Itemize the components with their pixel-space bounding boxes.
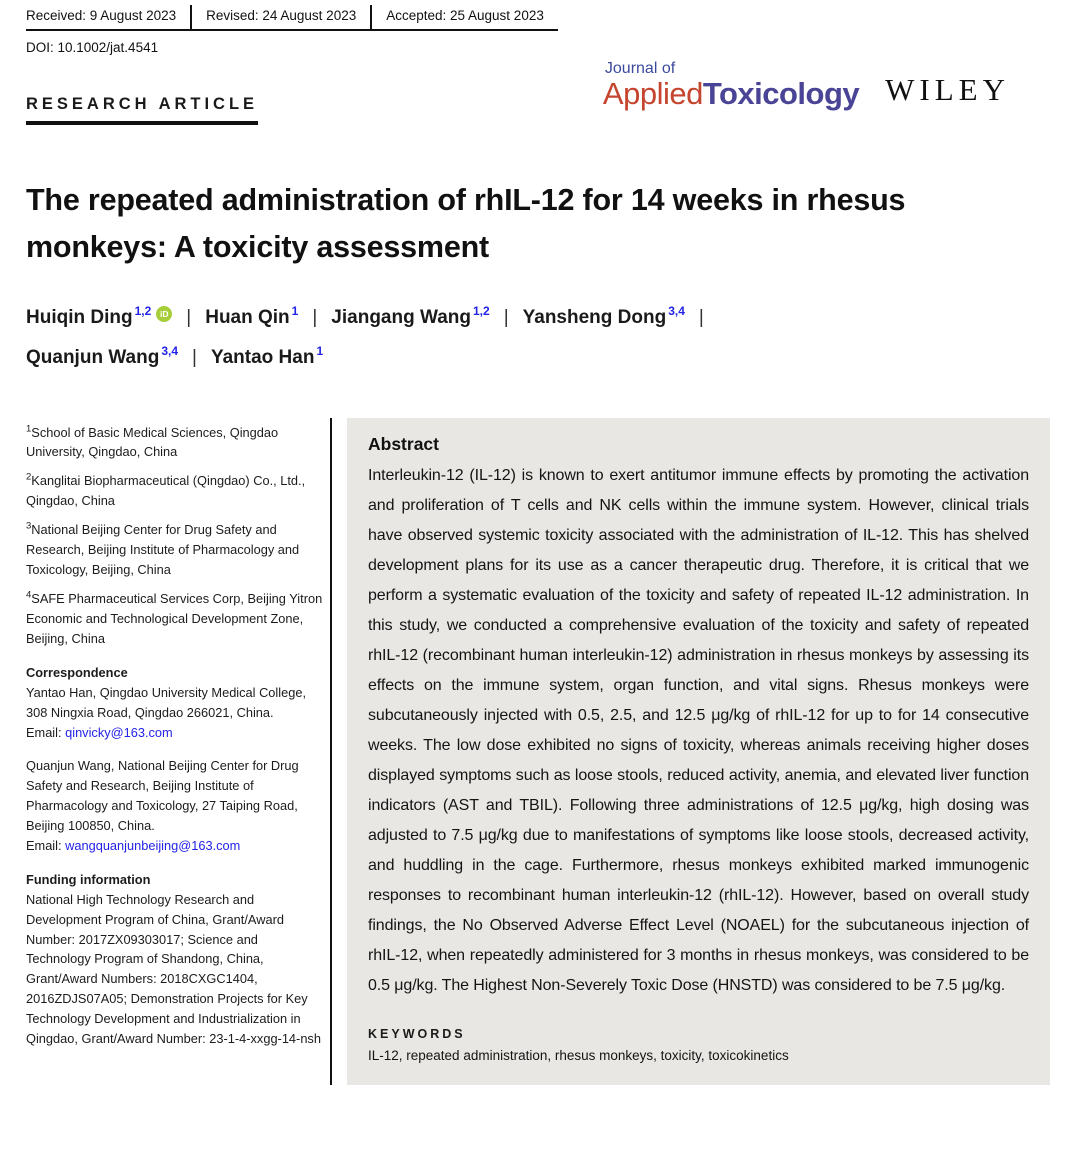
funding-heading: Funding information bbox=[26, 871, 151, 887]
affiliation bbox=[26, 471, 324, 511]
abstract-heading: Abstract bbox=[368, 433, 439, 454]
correspondence-text: Yantao Han, Qingdao University Medical College, 308 Ningxia Road, Qingdao 266021, China. bbox=[26, 685, 307, 720]
affiliation-number: 2 bbox=[26, 472, 32, 484]
author-name: Yansheng Dong bbox=[522, 306, 667, 328]
abstract-box bbox=[347, 418, 1050, 1085]
column-divider bbox=[330, 418, 332, 1085]
author bbox=[211, 338, 323, 378]
author bbox=[205, 298, 331, 338]
author-affiliation-sup: 3,4 bbox=[161, 344, 179, 359]
journal-logo-toxicology: Toxicology bbox=[702, 76, 860, 111]
affiliation bbox=[26, 423, 324, 463]
journal-logo-name bbox=[603, 78, 859, 109]
author-affiliation-sup: 1,2 bbox=[473, 304, 490, 319]
logo-block bbox=[603, 61, 1010, 109]
affiliation bbox=[26, 520, 324, 580]
author-name: Huiqin Ding bbox=[26, 306, 133, 328]
accepted-date: Accepted: 25 August 2023 bbox=[372, 5, 558, 31]
affiliation-number: 4 bbox=[26, 589, 32, 601]
keywords-heading: KEYWORDS bbox=[368, 1026, 466, 1041]
author-separator: | bbox=[312, 306, 318, 328]
author-affiliation-sup: 1 bbox=[291, 304, 299, 319]
journal-logo bbox=[603, 61, 859, 109]
author-list bbox=[26, 298, 826, 378]
article-type-label: RESEARCH ARTICLE bbox=[26, 95, 258, 125]
sidebar bbox=[26, 418, 324, 1085]
author bbox=[26, 298, 205, 338]
affiliation-text: School of Basic Medical Sciences, Qingdao University, Qingdao, China bbox=[26, 424, 279, 460]
email-link[interactable]: qinvicky@163.com bbox=[65, 724, 173, 740]
email-label: Email: bbox=[26, 837, 66, 853]
affiliation bbox=[26, 589, 324, 649]
correspondence-text: Quanjun Wang, National Beijing Center for Drug Safety and Research, Beijing Institute of Pharmacology and Toxicology, 27 Taiping Road, Beijing 100850, China. bbox=[26, 757, 299, 833]
journal-logo-applied: Applied bbox=[602, 76, 703, 111]
revised-date: Revised: 24 August 2023 bbox=[192, 5, 370, 31]
author-affiliation-sup: 1,2 bbox=[134, 304, 152, 319]
orcid-icon[interactable]: iD bbox=[156, 306, 172, 322]
affiliation-number: 3 bbox=[26, 521, 32, 533]
affiliation-number: 1 bbox=[26, 423, 32, 435]
author-name: Yantao Han bbox=[210, 346, 315, 368]
funding-text: National High Technology Research and Development Program of China, Grant/Award Number: 2017ZX09303017; Science and Technology Program of Shandong, China, Grant/Award Numbers: 2018CXGC1404, 2016ZDJS07A05; Demonstration Projects for Key Technology Development and Industrialization in Qingdao, Grant/Award Number: 23-1-4-xxgg-14-nsh bbox=[26, 891, 321, 1047]
author-separator: | bbox=[192, 346, 197, 368]
author-name: Huan Qin bbox=[205, 306, 290, 328]
email-link[interactable]: wangquanjunbeijing@163.com bbox=[65, 837, 241, 853]
author bbox=[26, 338, 211, 378]
header-band bbox=[26, 59, 1050, 131]
author-separator: | bbox=[186, 306, 192, 328]
page-title: The repeated administration of rhIL-12 for 14 weeks in rhesus monkeys: A toxicity assessment bbox=[26, 183, 906, 265]
keywords-text: IL-12, repeated administration, rhesus monkeys, toxicity, toxicokinetics bbox=[368, 1047, 789, 1063]
affiliation-text: SAFE Pharmaceutical Services Corp, Beijing Yitron Economic and Technological Development Zone, Beijing, China bbox=[26, 591, 323, 647]
journal-logo-topline: Journal of bbox=[604, 60, 676, 77]
author-separator: | bbox=[698, 306, 704, 328]
author-name: Jiangang Wang bbox=[331, 306, 471, 328]
abstract-text: Interleukin-12 (IL-12) is known to exert antitumor immune effects by promoting the activation and proliferation of T cells and NK cells within the immune system. However, clinical trials have observed systemic toxicity associated with the administration of IL-12. This has shelved development plans for its use as a cancer therapeutic drug. Therefore, it is critical that we perform a systematic evaluation of the toxicity and safety of repeated IL-12 administration. In this study, we conducted a comprehensive evaluation of the toxicity and safety of repeated rhIL-12 (recombinant human interleukin-12) administration in rhesus monkeys by assessing its effects on the immune system, organ function, and vital signs. Rhesus monkeys were subcutaneously injected with 0.5, 2.5, and 12.5 μg/kg of rhIL-12 for up to for 14 consecutive weeks. The low dose exhibited no signs of toxicity, whereas animals receiving higher doses displayed symptoms such as loose stools, reduced activity, anemia, and elevated liver function indicators (AST and TBIL). Following three administrations of 12.5 μg/kg, high dosing was adjusted to 7.5 μg/kg due to manifestations of symptoms like loose stools, decreased activity, and huddling in the cage. Furthermore, rhesus monkeys exhibited marked immunogenic responses to recombinant human interleukin-12 (rhIL-12). However, based on overall study findings, the No Observed Adverse Effect Level (NOAEL) for the subcutaneous injection of rhIL-12, when repeatedly administered for 3 months in rhesus monkeys, was considered to be 0.5 μg/kg. The Highest Non-Severely Toxic Dose (HNSTD) was considered to be 7.5 μg/kg. bbox=[368, 466, 1029, 994]
affiliation-text: Kanglitai Biopharmaceutical (Qingdao) Co., Ltd., Qingdao, China bbox=[26, 473, 306, 509]
author bbox=[523, 298, 718, 338]
wiley-logo: WILEY bbox=[885, 72, 1010, 107]
email-label: Email: bbox=[26, 724, 66, 740]
doi: DOI: 10.1002/jat.4541 bbox=[26, 40, 159, 55]
author-name: Quanjun Wang bbox=[26, 346, 160, 368]
main-columns bbox=[26, 418, 1050, 1085]
correspondence-entry bbox=[26, 756, 324, 856]
author bbox=[331, 298, 522, 338]
author-affiliation-sup: 3,4 bbox=[668, 304, 685, 319]
correspondence-heading: Correspondence bbox=[26, 665, 128, 681]
author-separator: | bbox=[503, 306, 509, 328]
author-affiliation-sup: 1 bbox=[316, 344, 324, 359]
affiliation-text: National Beijing Center for Drug Safety and Research, Beijing Institute of Pharmacology and Toxicology, Beijing, China bbox=[26, 522, 300, 578]
dates-bar bbox=[26, 5, 558, 31]
correspondence-entry bbox=[26, 683, 324, 743]
article-first-page bbox=[0, 5, 1076, 1085]
received-date: Received: 9 August 2023 bbox=[26, 5, 190, 31]
